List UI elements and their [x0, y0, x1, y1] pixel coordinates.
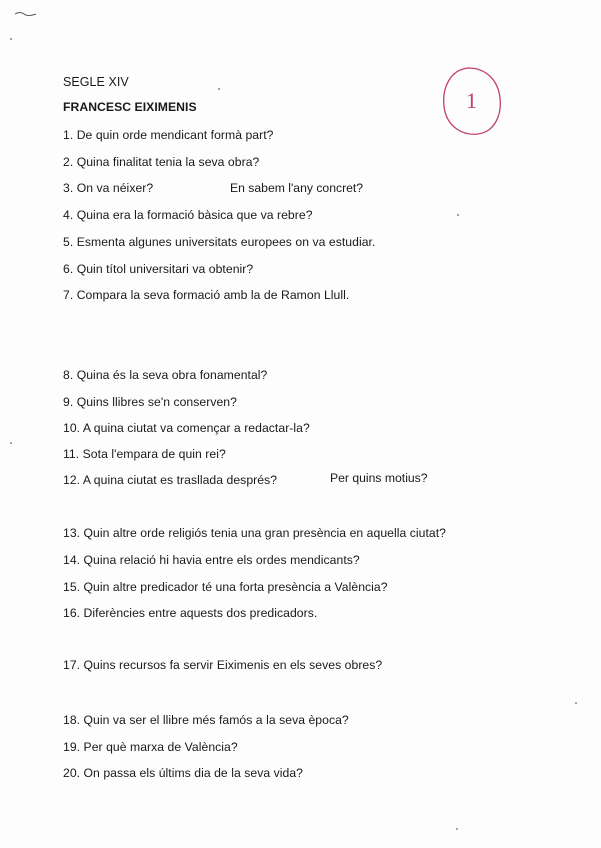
question-9: 9. Quins llibres se'n conserven?	[63, 395, 237, 409]
scan-speck	[10, 38, 12, 40]
question-8: 8. Quina és la seva obra fonamental?	[63, 368, 268, 382]
question-13: 13. Quin altre orde religiós tenia una gran presència en aquella ciutat?	[63, 526, 447, 540]
scribble-mark	[14, 10, 38, 16]
question-6: 6. Quin títol universitari va obtenir?	[63, 262, 254, 276]
scan-speck	[575, 702, 577, 704]
question-14: 14. Quina relació hi havia entre els ordes mendicants?	[63, 553, 360, 567]
question-15: 15. Quin altre predicador té una forta presència a València?	[63, 580, 388, 594]
question-10: 10. A quina ciutat va començar a redactar-la?	[63, 421, 310, 435]
scan-speck	[10, 442, 12, 444]
question-11: 11. Sota l'empara de quin rei?	[63, 447, 226, 461]
question-7: 7. Compara la seva formació amb la de Ramon Llull.	[63, 288, 350, 302]
question-4: 4. Quina era la formació bàsica que va rebre?	[63, 208, 313, 222]
question-12: 12. A quina ciutat es trasllada després?	[63, 473, 278, 487]
century-heading: SEGLE XIV	[63, 75, 129, 89]
question-5: 5. Esmenta algunes universitats europees on va estudiar.	[63, 235, 376, 249]
question-12-followup: Per quins motius?	[330, 471, 428, 485]
author-title: FRANCESC EIXIMENIS	[63, 100, 197, 114]
scan-speck	[456, 828, 458, 830]
question-3-followup: En sabem l'any concret?	[230, 181, 364, 195]
question-1: 1. De quin orde mendicant formà part?	[63, 128, 274, 142]
handwritten-circled-number	[438, 64, 504, 140]
question-18: 18. Quin va ser el llibre més famós a la seva època?	[63, 713, 349, 727]
scan-speck	[457, 214, 459, 216]
scan-speck	[218, 88, 220, 90]
question-16: 16. Diferències entre aquests dos predicadors.	[63, 606, 318, 620]
question-2: 2. Quina finalitat tenia la seva obra?	[63, 155, 260, 169]
question-3: 3. On va néixer?	[63, 181, 154, 195]
question-19: 19. Per què marxa de València?	[63, 740, 238, 754]
circled-number-text: 1	[466, 88, 477, 113]
question-20: 20. On passa els últims dia de la seva vida?	[63, 766, 303, 780]
question-17: 17. Quins recursos fa servir Eiximenis en els seves obres?	[63, 658, 383, 672]
